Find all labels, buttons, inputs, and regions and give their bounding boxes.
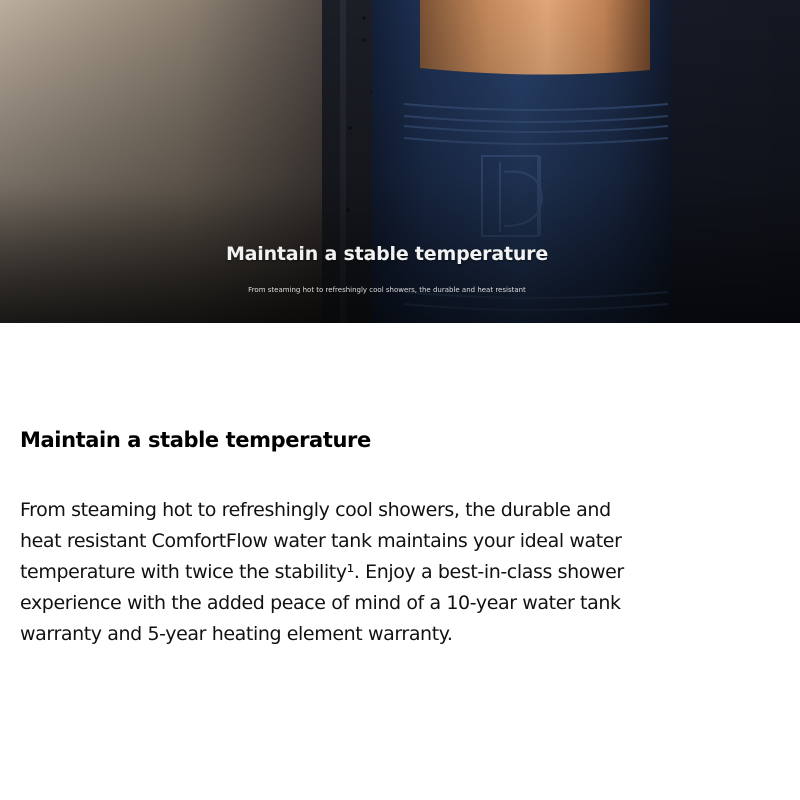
hero-title: Maintain a stable temperature xyxy=(225,243,549,265)
body-line: experience with the added peace of mind of a 10-year water tank xyxy=(20,592,621,614)
body-line: temperature with twice the stability¹. Enjoy a best-in-class shower xyxy=(20,561,624,583)
body-line: From steaming hot to refreshingly cool showers, the durable and xyxy=(20,499,611,521)
hero-banner-image xyxy=(0,0,800,323)
feature-section xyxy=(20,424,790,650)
section-body xyxy=(20,495,790,650)
hero-subtitle: From steaming hot to refreshingly cool showers, the durable and heat resistant xyxy=(248,286,526,294)
body-line: heat resistant ComfortFlow water tank maintains your ideal water xyxy=(20,530,622,552)
water-tank-illustration xyxy=(0,0,800,323)
section-heading: Maintain a stable temperature xyxy=(20,428,371,452)
body-line: warranty and 5-year heating element warranty. xyxy=(20,623,453,645)
